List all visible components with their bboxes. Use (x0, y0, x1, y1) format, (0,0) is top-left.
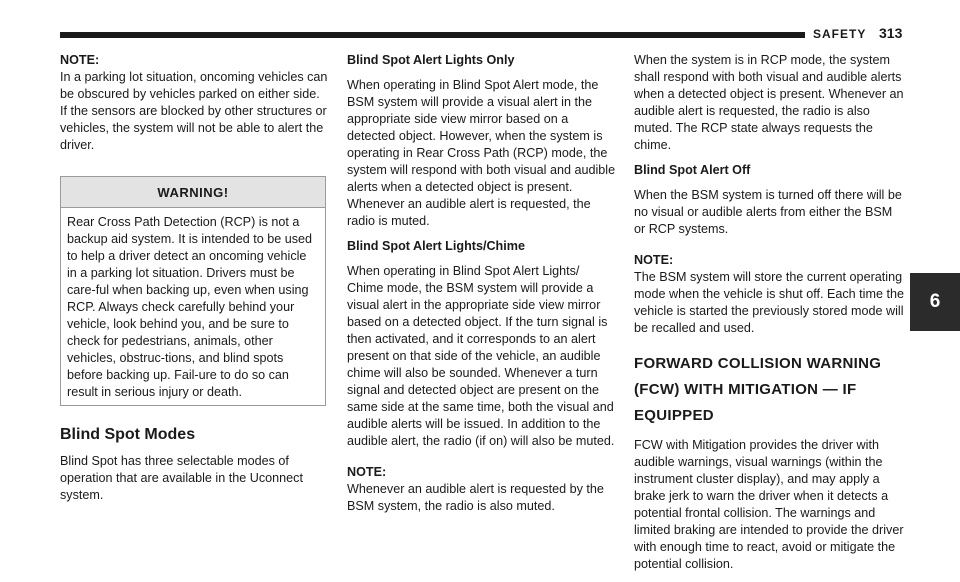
subhead-alert-off: Blind Spot Alert Off (634, 163, 751, 177)
column-middle (347, 52, 617, 523)
column-left (60, 52, 328, 512)
chapter-tab: 6 (910, 273, 960, 331)
paragraph-alert-off: When the BSM system is turned off there will be no visual or audible alerts from either the BSM or RCP systems. (634, 188, 902, 236)
note-text: The BSM system will store the current operating mode when the vehicle is shut off. Each time the vehicle is started the previously stored mode will be recalled and used. (634, 270, 904, 335)
column-right (634, 52, 904, 581)
subhead-alert-lights-only: Blind Spot Alert Lights Only (347, 53, 515, 67)
note-label: NOTE: (634, 253, 674, 267)
note-label: NOTE: (347, 465, 387, 479)
warning-title: WARNING! (61, 177, 325, 208)
header-section-title: SAFETY (813, 27, 867, 41)
section-title-blind-spot-modes: Blind Spot Modes (60, 426, 196, 443)
note-block (634, 252, 904, 337)
paragraph-alert-lights-only: When operating in Blind Spot Alert mode, the BSM system will provide a visual alert in the appropriate side view mirror based on a detected object. However, when the system is operating in Rear Cross Path (RCP) mode, the system will respond with both visual and audible alerts when a detected object is present. Whenever an audible alert is requested, the radio is muted. (347, 78, 616, 228)
paragraph-rcp-mode: When the system is in RCP mode, the system shall respond with both visual and audible alerts when a detected object is present. Whenever an audible alert is requested, the radio is also muted. The RCP state always requests the chime. (634, 53, 904, 152)
note-text: Whenever an audible alert is requested by the BSM system, the radio is also muted. (347, 482, 604, 513)
subhead-alert-lights-chime: Blind Spot Alert Lights/Chime (347, 239, 525, 253)
header-rule (60, 32, 805, 38)
note-block (347, 464, 617, 515)
section-title-fcw: FORWARD COLLISION WARNING (FCW) WITH MITIGATION — IF EQUIPPED (634, 355, 882, 424)
warning-box (60, 176, 326, 406)
page-number: 313 (879, 25, 903, 41)
note-label: NOTE: (60, 53, 100, 67)
note-block (60, 52, 328, 154)
paragraph-fcw: FCW with Mitigation provides the driver with audible warnings, visual warnings (within the instrument cluster display), and may apply a brake jerk to warn the driver when it detects a potential frontal collision. The warnings and limited braking are intended to provide the driver with enough time to react, avoid or mitigate the potential collision. (634, 438, 904, 571)
paragraph-alert-lights-chime: When operating in Blind Spot Alert Lights/ Chime mode, the BSM system will provide a visual alert in the appropriate side view mirror based on a detected object. If the turn signal is then activated, and it corresponds to an alert present on that side of the vehicle, an audible chime will also be sounded. Whenever a turn signal and detected object are present on the same side at the same time, both the visual and audible alerts will be issued. In addition to the audible alert, the radio (if on) will also be muted. (347, 264, 615, 448)
warning-text: Rear Cross Path Detection (RCP) is not a backup aid system. It is intended to be used to help a driver detect an oncoming vehicle in a parking lot situation. Drivers must be care-ful when backing up, even when using RCP. Always check carefully behind your vehicle, look behind you, and be sure to check for pedestrians, animals, other vehicles, obstruc-tions, and blind spots before backing up. Fail-ure to do so can result in serious injury or death. (67, 215, 313, 399)
section-text: Blind Spot has three selectable modes of operation that are available in the Uconnect system. (60, 454, 303, 502)
note-text: In a parking lot situation, oncoming vehicles can be obscured by vehicles parked on either side. If the sensors are blocked by other structures or vehicles, the system will not be able to alert the driver. (60, 70, 328, 152)
